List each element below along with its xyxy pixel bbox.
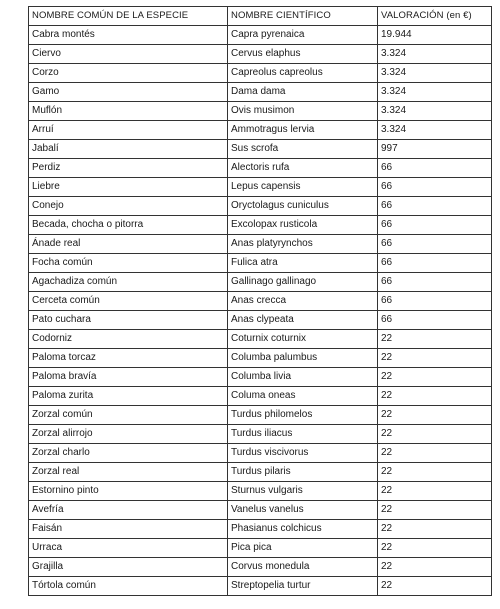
- scientific-name-cell: Turdus iliacus: [228, 425, 378, 444]
- table-row: [29, 406, 492, 425]
- table-row: [29, 444, 492, 463]
- common-name-cell: Ciervo: [29, 45, 228, 64]
- table-row: [29, 520, 492, 539]
- table-row: [29, 425, 492, 444]
- table-row: [29, 311, 492, 330]
- common-name-cell: Faisán: [29, 520, 228, 539]
- table-row: [29, 463, 492, 482]
- common-name-cell: Codorniz: [29, 330, 228, 349]
- common-name-cell: Jabalí: [29, 140, 228, 159]
- table-header: [29, 7, 492, 26]
- table-row: [29, 216, 492, 235]
- valuation-cell: 3.324: [378, 102, 492, 121]
- table-row: [29, 501, 492, 520]
- scientific-name-cell: Excolopax rusticola: [228, 216, 378, 235]
- common-name-cell: Gamo: [29, 83, 228, 102]
- species-valuation-table: [28, 6, 492, 596]
- common-name-cell: Arruí: [29, 121, 228, 140]
- scientific-name-cell: Phasianus colchicus: [228, 520, 378, 539]
- scientific-name-cell: Gallinago gallinago: [228, 273, 378, 292]
- common-name-cell: Tórtola común: [29, 577, 228, 596]
- common-name-cell: Estornino pinto: [29, 482, 228, 501]
- table-row: [29, 273, 492, 292]
- scientific-name-cell: Vanelus vanelus: [228, 501, 378, 520]
- common-name-cell: Grajilla: [29, 558, 228, 577]
- common-name-cell: Liebre: [29, 178, 228, 197]
- scientific-name-cell: Dama dama: [228, 83, 378, 102]
- valuation-cell: 3.324: [378, 121, 492, 140]
- common-name-cell: Paloma torcaz: [29, 349, 228, 368]
- scientific-name-cell: Pica pica: [228, 539, 378, 558]
- scientific-name-cell: Cervus elaphus: [228, 45, 378, 64]
- table-row: [29, 83, 492, 102]
- table-row: [29, 349, 492, 368]
- scientific-name-cell: Lepus capensis: [228, 178, 378, 197]
- table-row: [29, 539, 492, 558]
- common-name-cell: Pato cuchara: [29, 311, 228, 330]
- table-row: [29, 178, 492, 197]
- scientific-name-cell: Anas crecca: [228, 292, 378, 311]
- valuation-cell: 22: [378, 368, 492, 387]
- valuation-cell: 22: [378, 387, 492, 406]
- valuation-cell: 66: [378, 197, 492, 216]
- scientific-name-cell: Coturnix coturnix: [228, 330, 378, 349]
- common-name-cell: Zorzal charlo: [29, 444, 228, 463]
- valuation-cell: 66: [378, 292, 492, 311]
- valuation-cell: 66: [378, 235, 492, 254]
- scientific-name-cell: Fulica atra: [228, 254, 378, 273]
- valuation-cell: 66: [378, 311, 492, 330]
- scientific-name-cell: Turdus pilaris: [228, 463, 378, 482]
- scientific-name-cell: Columba palumbus: [228, 349, 378, 368]
- valuation-cell: 22: [378, 558, 492, 577]
- table-row: [29, 387, 492, 406]
- common-name-cell: Conejo: [29, 197, 228, 216]
- scientific-name-cell: Sus scrofa: [228, 140, 378, 159]
- table-row: [29, 330, 492, 349]
- common-name-cell: Paloma bravía: [29, 368, 228, 387]
- scientific-name-cell: Anas platyrynchos: [228, 235, 378, 254]
- header-valuation: VALORACIÓN (en €): [378, 7, 492, 26]
- common-name-cell: Agachadiza común: [29, 273, 228, 292]
- valuation-cell: 22: [378, 539, 492, 558]
- scientific-name-cell: Streptopelia turtur: [228, 577, 378, 596]
- common-name-cell: Avefría: [29, 501, 228, 520]
- common-name-cell: Urraca: [29, 539, 228, 558]
- common-name-cell: Corzo: [29, 64, 228, 83]
- table-body: [29, 26, 492, 596]
- common-name-cell: Perdiz: [29, 159, 228, 178]
- table-row: [29, 197, 492, 216]
- table-row: [29, 577, 492, 596]
- valuation-cell: 3.324: [378, 83, 492, 102]
- valuation-cell: 22: [378, 577, 492, 596]
- scientific-name-cell: Alectoris rufa: [228, 159, 378, 178]
- common-name-cell: Paloma zurita: [29, 387, 228, 406]
- valuation-cell: 22: [378, 406, 492, 425]
- scientific-name-cell: Sturnus vulgaris: [228, 482, 378, 501]
- valuation-cell: 66: [378, 178, 492, 197]
- common-name-cell: Cerceta común: [29, 292, 228, 311]
- valuation-cell: 997: [378, 140, 492, 159]
- scientific-name-cell: Anas clypeata: [228, 311, 378, 330]
- table-row: [29, 235, 492, 254]
- table-row: [29, 558, 492, 577]
- table-row: [29, 140, 492, 159]
- valuation-cell: 66: [378, 273, 492, 292]
- common-name-cell: Zorzal real: [29, 463, 228, 482]
- scientific-name-cell: Columba livia: [228, 368, 378, 387]
- valuation-cell: 22: [378, 330, 492, 349]
- header-common-name: NOMBRE COMÚN DE LA ESPECIE: [29, 7, 228, 26]
- scientific-name-cell: Ammotragus lervia: [228, 121, 378, 140]
- table-row: [29, 482, 492, 501]
- valuation-cell: 66: [378, 159, 492, 178]
- scientific-name-cell: Capreolus capreolus: [228, 64, 378, 83]
- valuation-cell: 22: [378, 482, 492, 501]
- table-row: [29, 64, 492, 83]
- valuation-cell: 3.324: [378, 64, 492, 83]
- valuation-cell: 19.944: [378, 26, 492, 45]
- valuation-cell: 22: [378, 501, 492, 520]
- table-row: [29, 368, 492, 387]
- valuation-cell: 22: [378, 425, 492, 444]
- common-name-cell: Becada, chocha o pitorra: [29, 216, 228, 235]
- scientific-name-cell: Corvus monedula: [228, 558, 378, 577]
- table-row: [29, 45, 492, 64]
- table-row: [29, 121, 492, 140]
- scientific-name-cell: Turdus viscivorus: [228, 444, 378, 463]
- common-name-cell: Zorzal alirrojo: [29, 425, 228, 444]
- table-row: [29, 292, 492, 311]
- valuation-cell: 66: [378, 216, 492, 235]
- valuation-cell: 3.324: [378, 45, 492, 64]
- common-name-cell: Zorzal común: [29, 406, 228, 425]
- table-row: [29, 159, 492, 178]
- scientific-name-cell: Oryctolagus cuniculus: [228, 197, 378, 216]
- common-name-cell: Cabra montés: [29, 26, 228, 45]
- table-row: [29, 26, 492, 45]
- valuation-cell: 22: [378, 349, 492, 368]
- valuation-cell: 66: [378, 254, 492, 273]
- table-row: [29, 254, 492, 273]
- header-scientific-name: NOMBRE CIENTÍFICO: [228, 7, 378, 26]
- common-name-cell: Focha común: [29, 254, 228, 273]
- scientific-name-cell: Ovis musimon: [228, 102, 378, 121]
- scientific-name-cell: Capra pyrenaica: [228, 26, 378, 45]
- common-name-cell: Ánade real: [29, 235, 228, 254]
- valuation-cell: 22: [378, 444, 492, 463]
- header-row: [29, 7, 492, 26]
- common-name-cell: Muflón: [29, 102, 228, 121]
- valuation-cell: 22: [378, 520, 492, 539]
- valuation-cell: 22: [378, 463, 492, 482]
- scientific-name-cell: Columa oneas: [228, 387, 378, 406]
- table-row: [29, 102, 492, 121]
- scientific-name-cell: Turdus philomelos: [228, 406, 378, 425]
